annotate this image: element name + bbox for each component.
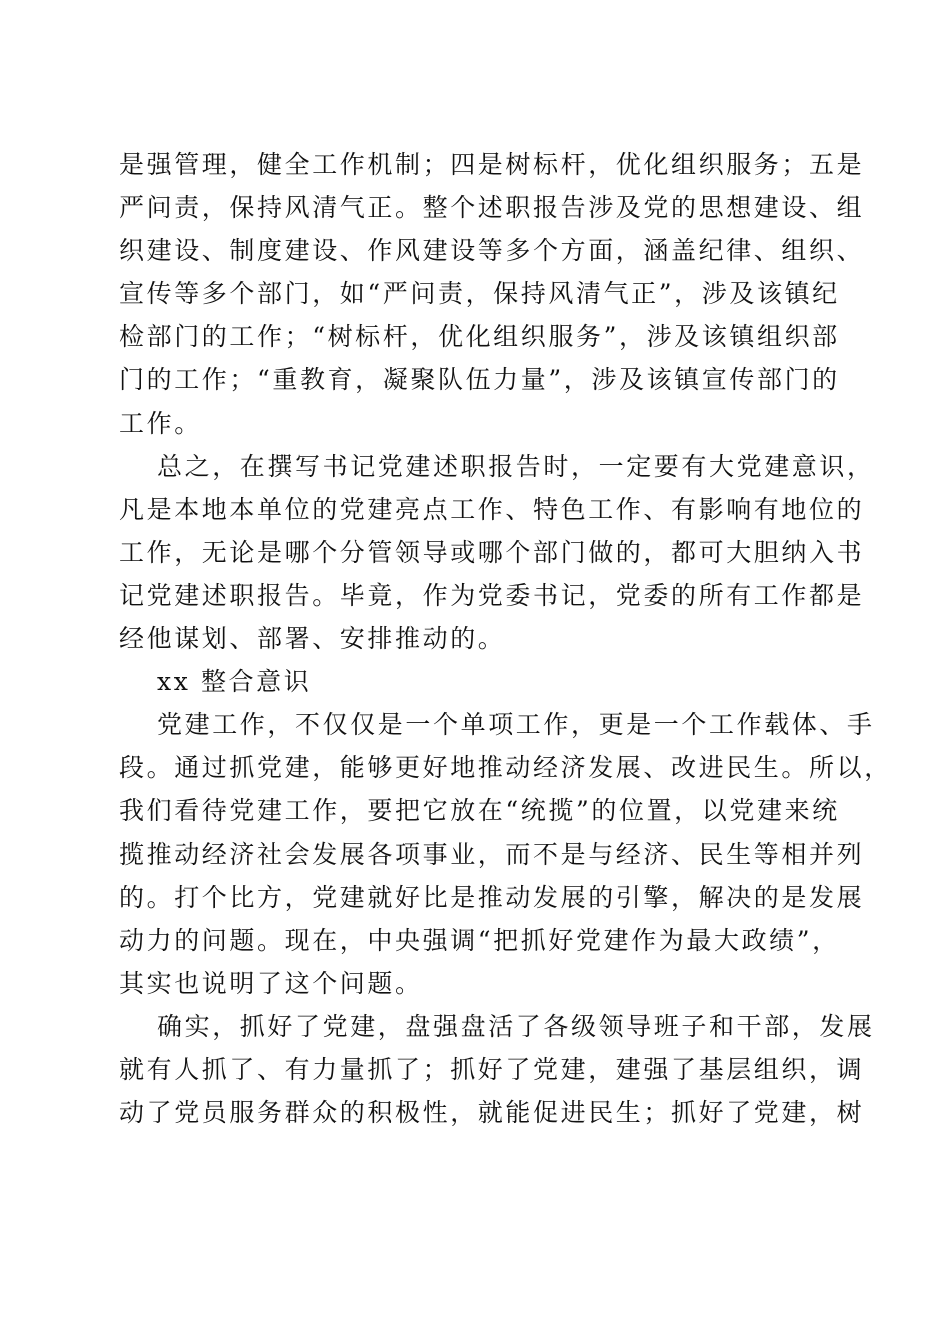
text-line: 工作，无论是哪个分管领导或哪个部门做的，都可大胆纳入书: [119, 537, 865, 567]
text-line: 记党建述职报告。毕竟，作为党委书记，党委的所有工作都是: [119, 580, 865, 610]
body-text: [119, 143, 892, 1134]
paragraph-first-line: 总之，在撰写书记党建述职报告时，一定要有大党建意识，: [157, 451, 875, 481]
text-line: 段。通过抓党建，能够更好地推动经济发展、改进民生。所以，: [119, 753, 892, 783]
text-line: 我们看待党建工作，要把它放在“统揽”的位置，以党建来统: [119, 796, 840, 826]
text-line: 检部门的工作；“树标杆，优化组织服务”，涉及该镇组织部: [119, 322, 840, 352]
text-line: 揽推动经济社会发展各项事业，而不是与经济、民生等相并列: [119, 839, 865, 869]
text-line: 就有人抓了、有力量抓了；抓好了党建，建强了基层组织，调: [119, 1054, 865, 1084]
text-line: 凡是本地本单位的党建亮点工作、特色工作、有影响有地位的: [119, 494, 865, 524]
text-line: 经他谋划、部署、安排推动的。: [119, 624, 506, 654]
text-line: 织建设、制度建设、作风建设等多个方面，涵盖纪律、组织、: [119, 236, 865, 266]
text-line: 门的工作；“重教育，凝聚队伍力量”，涉及该镇宣传部门的: [119, 365, 840, 395]
text-line: 动了党员服务群众的积极性，就能促进民生；抓好了党建，树: [119, 1098, 865, 1128]
text-line: 的。打个比方，党建就好比是推动发展的引擎，解决的是发展: [119, 882, 865, 912]
text-line: 其实也说明了这个问题。: [119, 968, 423, 998]
text-line: 是强管理，健全工作机制；四是树标杆，优化组织服务；五是: [119, 150, 865, 179]
section-heading: xx 整合意识: [157, 667, 312, 697]
text-line: 工作。: [119, 408, 202, 438]
text-line: 严问责，保持风清气正。整个述职报告涉及党的思想建设、组: [119, 193, 865, 223]
paragraph-first-line: 党建工作，不仅仅是一个单项工作，更是一个工作载体、手: [157, 710, 875, 740]
text-line: 宣传等多个部门，如“严问责，保持风清气正”，涉及该镇纪: [119, 279, 840, 309]
paragraph-first-line: 确实，抓好了党建，盘强盘活了各级领导班子和干部，发展: [157, 1011, 875, 1041]
text-line: 动力的问题。现在，中央强调“把抓好党建作为最大政绩”，: [119, 925, 840, 955]
